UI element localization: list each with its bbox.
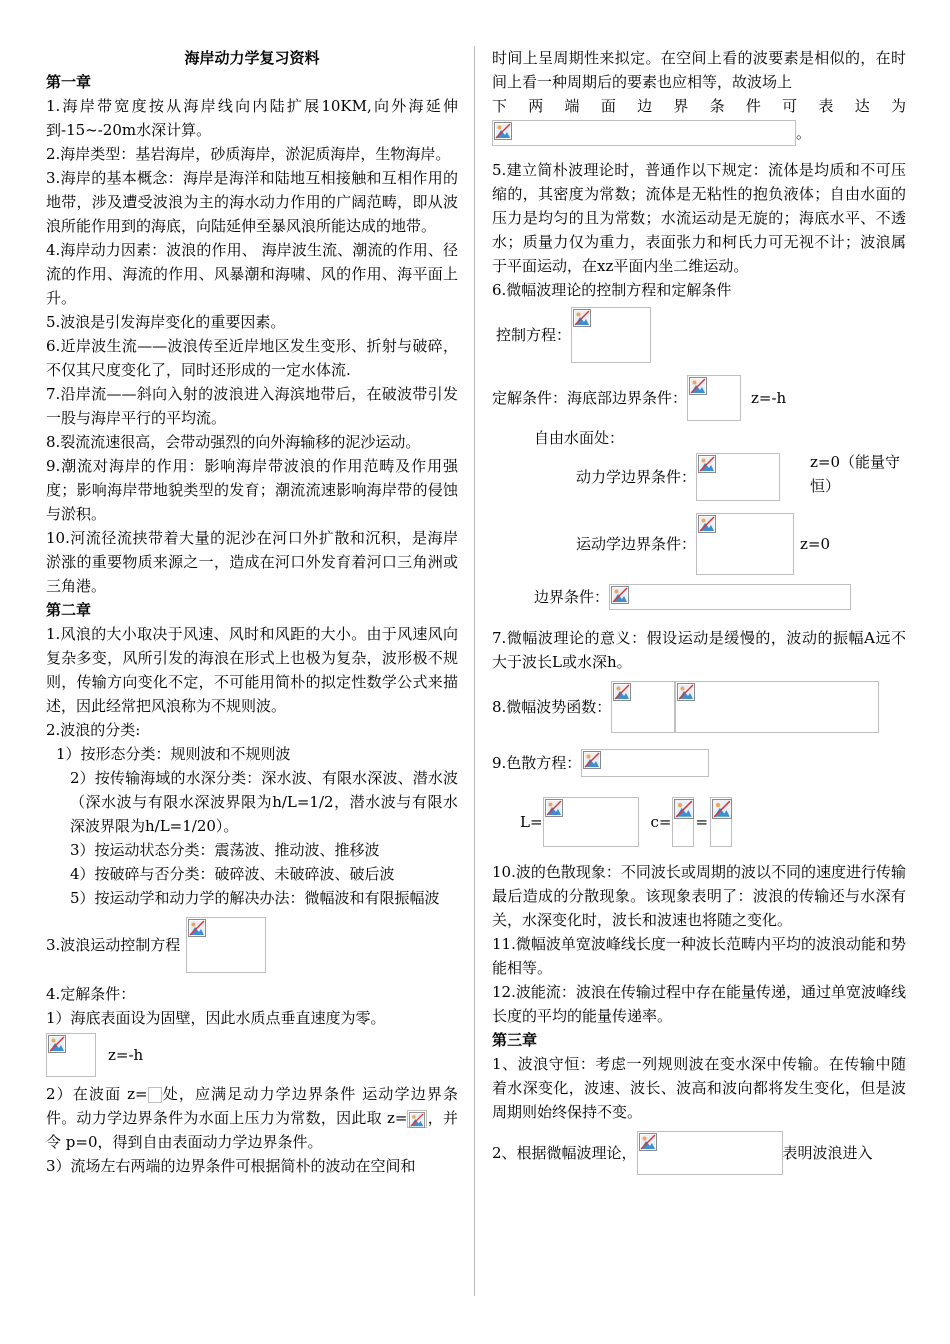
ch1-para-10: 10.河流径流挟带着大量的泥沙在河口外扩散和沉积，是海岸淤涨的重要物质来源之一，造成在河口外发育着河口三角洲或三角港。 [46, 529, 458, 595]
dynamic-condition-label: 动力学边界条件： [576, 468, 697, 486]
dispersion-phenomenon: 10.波的色散现象：不同波长或周期的波以不同的速度进行传输最后造成的分散现象。该现象表明了：波浪的传输还与水深有关，水深变化时，波长和波速也将随之变化。 [492, 863, 906, 929]
kinematic-z-label: z=0 [800, 535, 831, 553]
formula-image [148, 1087, 162, 1103]
lateral-condition-cont: 时间上呈周期性来拟定。在空间上看的波要素是相似的，在时间上看一种周期后的要素也应相等，故波场上 [492, 49, 906, 91]
lateral-formula-row [492, 118, 906, 148]
ch1-para-1: 1.海岸带宽度按从海岸线向内陆扩展10KM,向外海延伸到-15~-20m水深计算。 [46, 97, 458, 139]
control-equation-row-right [492, 306, 906, 364]
formula-image [407, 1110, 427, 1128]
broken-image-icon [613, 683, 631, 701]
wave-theory-row [492, 1130, 906, 1176]
left-column [46, 46, 458, 1178]
wave-theory-text-a: 2、根据微幅波理论， [492, 1144, 637, 1162]
broken-image-icon [677, 683, 695, 701]
formula-image [543, 797, 639, 847]
ch1-para-5: 5.波浪是引发海岸变化的重要因素。 [46, 313, 286, 331]
broken-image-icon [698, 515, 716, 533]
formula-image [696, 453, 780, 501]
chapter-2-heading: 第二章 [46, 601, 92, 619]
formula-image [571, 307, 651, 363]
dispersion-row [492, 748, 906, 778]
formula-image [492, 120, 796, 146]
ch2-para-3: 3.波浪运动控制方程 [46, 936, 181, 954]
ch2-para-2: 2.波浪的分类: [46, 721, 141, 739]
ch1-para-7: 7.沿岸流——斜向入射的波浪进入海滨地带后，在破波带引发一股与海岸平行的平均流。 [46, 385, 458, 427]
ch1-para-4: 4.海岸动力因素：波浪的作用、 海岸波生流、潮流的作用、径流的作用、海流的作用、风暴潮和海啸、风的作用、海平面上升。 [46, 241, 458, 307]
potential-function-row [492, 680, 906, 734]
lateral-condition-spread: 下 两 端 面 边 界 条 件 可 表 达 为 [492, 97, 906, 115]
control-equation-row [46, 916, 458, 974]
formula-image [609, 584, 851, 610]
wave-class-2: 2）按传输海域的水深分类：深水波、有限水深波、潜水波（深水波与有限水深波界限为h/L=1/2，潜水波与有限水深波界限为h/L=1/20）。 [70, 769, 458, 835]
wave-class-5: 5）按运动学和动力学的解决办法：微幅波和有限振幅波 [70, 889, 440, 907]
broken-image-icon [674, 799, 694, 819]
broken-image-icon [611, 586, 629, 604]
formula-image [637, 1131, 783, 1175]
energy-equality: 11.微幅波单宽波峰线长度一种波长范畴内平均的波浪动能和势能相等。 [492, 935, 906, 977]
lateral-condition: 3）流场左右两端的边界条件可根据简朴的波动在空间和 [46, 1157, 416, 1175]
broken-image-icon [712, 799, 732, 819]
wave-class-1: 1）按形态分类：规则波和不规则波 [56, 745, 291, 763]
page-title: 海岸动力学复习资料 [184, 49, 320, 67]
formula-image [672, 797, 694, 847]
formula-image [696, 513, 794, 575]
control-label: 控制方程： [496, 326, 572, 344]
kinematic-condition-label: 运动学边界条件： [576, 535, 697, 553]
boundary-label: 边界条件： [534, 588, 610, 606]
surface-text-a: 2）在波面 z= [46, 1085, 148, 1103]
broken-image-icon [573, 309, 591, 327]
energy-flux: 12.波能流：波浪在传输过程中存在能量传递，通过单宽波峰线长度的平均的能量传递率。 [492, 983, 906, 1025]
ch1-para-9: 9.潮流对海岸的作用：影响海岸带波浪的作用范畴及作用强度；影响海岸带地貌类型的发育；潮流流速影响海岸带的侵蚀与淤积。 [46, 457, 458, 523]
kinematic-condition-row [492, 512, 906, 576]
dispersion-label: 9.色散方程： [492, 754, 582, 772]
potential-label: 8.微幅波势函数： [492, 698, 612, 716]
L-label: L= [520, 813, 543, 831]
broken-image-icon [545, 799, 563, 817]
free-surface-label: 自由水面处： [534, 429, 625, 447]
broken-image-icon [639, 1133, 657, 1151]
surface-text-b: 处，应满足动力学边界条件 运动学边界条件。动力学边界条件为水面上压力为常数，因此取 z= [46, 1085, 458, 1127]
dynamic-z-block [810, 450, 906, 498]
wavelength-speed-row: L= c= = [492, 796, 906, 848]
wave-class-3: 3）按运动状态分类：震荡波、推动波、推移波 [70, 841, 380, 859]
formula-image [687, 375, 741, 421]
formula-image [710, 797, 732, 847]
ch2-para-1: 1.风浪的大小取决于风速、风时和风距的大小。由于风速风向复杂多变，风所引发的海浪在形式上也极为复杂，波形极不规则，传输方向变化不定，不可能用简朴的拟定性数学公式来描述，因此经常把风浪称为不规则波。 [46, 625, 458, 715]
broken-image-icon [188, 919, 206, 937]
chapter-3-heading: 第三章 [492, 1031, 538, 1049]
seabed-z-label: z=-h [108, 1046, 144, 1064]
ch2-para-4: 4.定解条件： [46, 985, 136, 1003]
surface-condition [46, 1082, 458, 1154]
formula-image [581, 749, 709, 777]
ch1-para-6: 6.近岸波生流——波浪传至近岸地区发生变形、折射与破碎，不仅其尺度变化了，同时还形成的一定水体流. [46, 337, 458, 379]
seabed-formula-row [46, 1030, 458, 1080]
small-amp-heading: 6.微幅波理论的控制方程和定解条件 [492, 281, 732, 299]
wave-class-4: 4）按破碎与否分类：破碎波、未破碎波、破后波 [70, 865, 395, 883]
formula-image [675, 681, 879, 733]
dynamic-z-label: z=0（能量守恒） [810, 453, 901, 495]
assumptions-para: 5.建立简朴波理论时，普通作以下规定：流体是均质和不可压缩的，其密度为常数；流体是无粘性的抱负液体；自由水面的压力是均匀的且为常数；水流运动是无旋的；海底水平、不透水；质量力仅为重力，表面张力和柯氏力可无视不计；波浪属于平面运动，在xz平面内坐二维运动。 [492, 161, 906, 275]
formula-image [46, 1033, 96, 1077]
period-mark: 。 [796, 124, 812, 142]
broken-image-icon [409, 1112, 425, 1128]
c-label: c= [650, 813, 672, 831]
small-amp-meaning: 7.微幅波理论的意义：假设运动是缓慢的，波动的振幅A远不大于波长L或水深h。 [492, 629, 906, 671]
broken-image-icon [494, 122, 512, 140]
chapter-1-heading: 第一章 [46, 73, 92, 91]
formula-image [186, 917, 266, 973]
surface-text-c: ，并令 p=0，得到自由表面动力学边界条件。 [46, 1109, 458, 1151]
bottom-condition-row [492, 374, 906, 422]
bottom-z-label: z=-h [751, 389, 787, 407]
broken-image-icon [583, 751, 601, 769]
ch1-para-3: 3.海岸的基本概念：海岸是海洋和陆地互相接触和互相作用的地带，涉及遭受波浪为主的海水动力作用的广阔范畴，即从波浪所能作用到的海底，向陆延伸至暴风浪所能达成的地带。 [46, 169, 458, 235]
broken-image-icon [48, 1035, 66, 1053]
wave-conservation: 1、波浪守恒：考虑一列规则波在变水深中传输。在传输中随着水深变化，波速、波长、波高和波向都将发生变化，但是波周期则始终保持不变。 [492, 1055, 906, 1121]
broken-image-icon [698, 455, 716, 473]
bottom-condition-label: 定解条件：海底部边界条件： [492, 389, 688, 407]
ch1-para-8: 8.裂流流速很高，会带动强烈的向外海输移的泥沙运动。 [46, 433, 421, 451]
broken-image-icon [689, 377, 707, 395]
seabed-condition: 1）海底表面设为固壁，因此水质点垂直速度为零。 [46, 1009, 386, 1027]
boundary-condition-row [492, 582, 906, 612]
formula-image [611, 681, 675, 733]
column-divider [474, 46, 475, 1296]
right-column [492, 46, 906, 1176]
wave-theory-text-b: 表明波浪进入 [782, 1144, 873, 1162]
ch1-para-2: 2.海岸类型：基岩海岸，砂质海岸，淤泥质海岸，生物海岸。 [46, 145, 451, 163]
